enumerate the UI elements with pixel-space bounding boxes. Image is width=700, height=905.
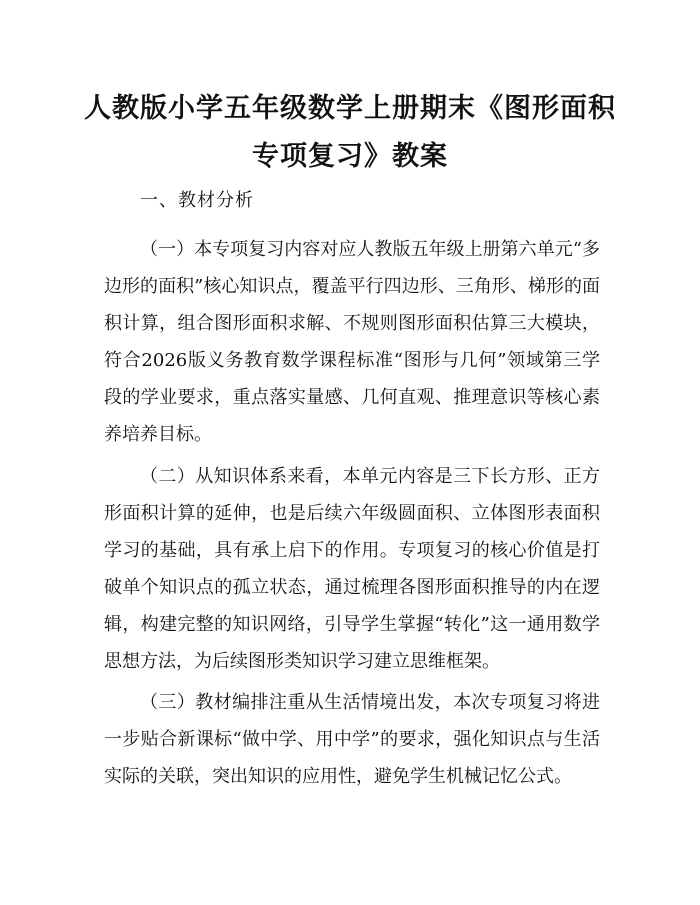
paragraph-2: （二）从知识体系来看，本单元内容是三下长方形、正方形面积计算的延伸，也是后续六年级圆面积、立体图形表面积学习的基础，具有承上启下的作用。专项复习的核心价值是打破单个知识点的孤立状态，通过梳理各图形面积推导的内在逻辑，构建完整的知识网络，引导学生掌握“转化”这一通用数学思想方法，为后续图形类知识学习建立思维框架。 — [104, 466, 600, 672]
paragraph-1: （一）本专项复习内容对应人教版五年级上册第六单元“多边形的面积”核心知识点，覆盖平行四边形、三角形、梯形的面积计算，组合图形面积求解、不规则图形面积估算三大模块，符合2026版义务教育数学课程标准“图形与几何”领域第三学段的学业要求，重点落实量感、几何直观、推理意识等核心素养培养目标。 — [104, 239, 600, 445]
paragraph-3: （三）教材编排注重从生活情境出发，本次专项复习将进一步贴合新课标“做中学、用中学”的要求，强化知识点与生活实际的关联，突出知识的应用性，避免学生机械记忆公式。 — [104, 692, 600, 787]
section-heading: 一、教材分析 — [140, 190, 254, 211]
document-title-line-2: 专项复习》教案 — [252, 141, 448, 172]
document-title-line-1: 人教版小学五年级数学上册期末《图形面积 — [84, 93, 616, 124]
